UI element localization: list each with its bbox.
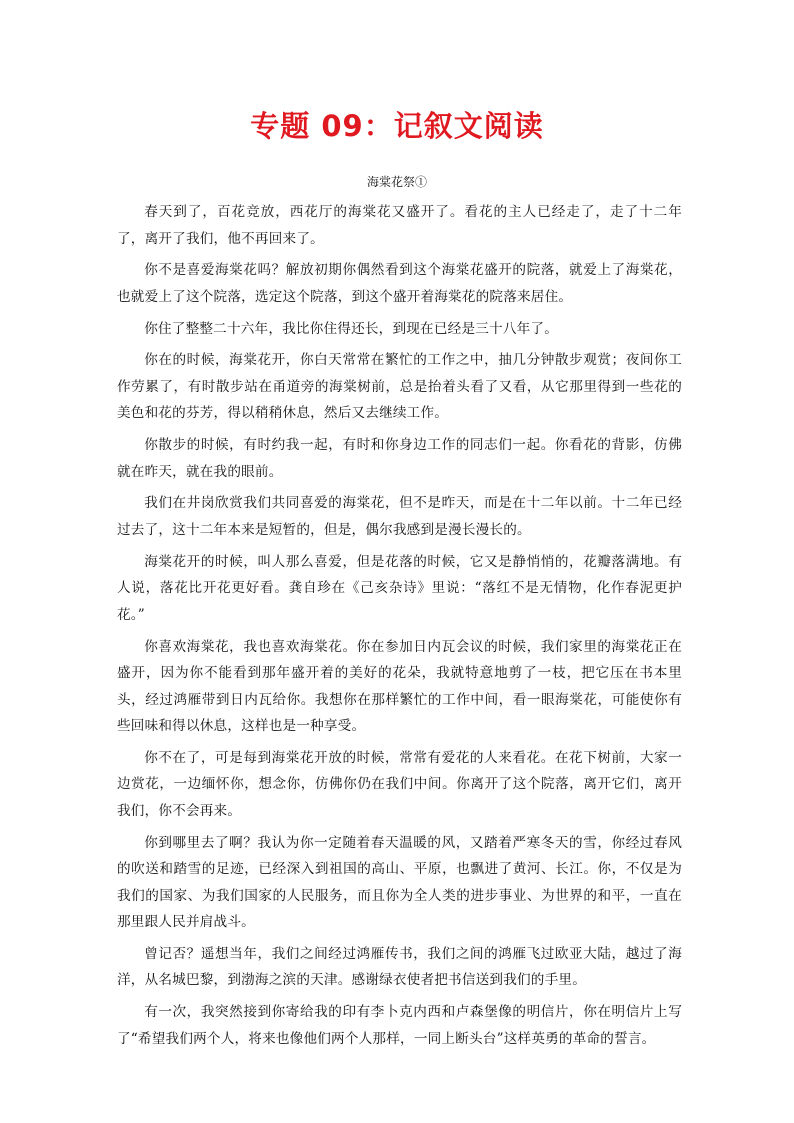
essay-body xyxy=(117,199,682,1058)
paragraph: 有一次，我突然接到你寄给我的印有李卜克内西和卢森堡像的明信片，你在明信片上写了“希望我们两个人，将来也像他们两个人那样，一同上断头台”这样英勇的革命的誓言。 xyxy=(117,1004,682,1047)
paragraph: 曾记否？遥想当年，我们之间经过鸿雁传书，我们之间的鸿雁飞过欧亚大陆，越过了海洋，从名城巴黎，到渤海之滨的天津。感谢绿衣使者把书信送到我们的手里。 xyxy=(117,945,682,989)
paragraph: 我们在井岗欣赏我们共同喜爱的海棠花，但不是昨天，而是在十二年以前。十二年已经过去了，这十二年本来是短暂的，但是，偶尔我感到是漫长漫长的。 xyxy=(117,495,682,538)
paragraph: 你不是喜爱海棠花吗？解放初期你偶然看到这个海棠花盛开的院落，就爱上了海棠花，也就爱上了这个院落，选定这个院落，到这个盛开着海棠花的院落来居住。 xyxy=(117,262,682,305)
paragraph: 你到哪里去了啊？我认为你一定随着春天温暖的风，又踏着严寒冬天的雪，你经过春风的吹送和踏雪的足迹，已经深入到祖国的高山、平原，也飘进了黄河、长江。你，不仅是为我们的国家、为我们国家的人民服务，而且你为全人类的进步事业、为世界的和平，一直在那里跟人民并肩战斗。 xyxy=(117,834,682,931)
paragraph: 海棠花开的时候，叫人那么喜爱，但是花落的时候，它又是静悄悄的，花瓣落满地。有人说，落花比开花更好看。龚自珍在《己亥杂诗》里说：“落红不是无情物，化作春泥更护花。” xyxy=(117,553,682,623)
paragraph: 你散步的时候，有时约我一起，有时和你身边工作的同志们一起。你看花的背影，仿佛就在昨天，就在我的眼前。 xyxy=(117,437,682,480)
document-title: 专题 09：记叙文阅读 xyxy=(250,109,544,143)
paragraph: 你住了整整二十六年，我比你住得还长，到现在已经是三十八年了。 xyxy=(144,320,558,337)
essay-title: 海棠花祭① xyxy=(366,175,427,189)
paragraph: 春天到了，百花竞放，西花厅的海棠花又盛开了。看花的主人已经走了，走了十二年了，离开了我们，他不再回来了。 xyxy=(117,204,682,247)
paragraph: 你在的时候，海棠花开，你白天常常在繁忙的工作之中，抽几分钟散步观赏；夜间你工作劳累了，有时散步站在甬道旁的海棠树前，总是抬着头看了又看，从它那里得到一些花的美色和花的芬芳，得以稍稍休息，然后又去继续工作。 xyxy=(117,352,682,422)
paragraph: 你不在了，可是每到海棠花开放的时候，常常有爱花的人来看花。在花下树前，大家一边赏花，一边缅怀你，想念你，仿佛你仍在我们中间。你离开了这个院落，离开它们，离开我们，你不会再来。 xyxy=(117,749,682,819)
paragraph: 你喜欢海棠花，我也喜欢海棠花。你在参加日内瓦会议的时候，我们家里的海棠花正在盛开，因为你不能看到那年盛开着的美好的花朵，我就特意地剪了一枝，把它压在书本里头，经过鸿雁带到日内瓦给你。我想你在那样繁忙的工作中间，看一眼海棠花，可能使你有些回味和得以休息，这样也是一种享受。 xyxy=(117,638,682,735)
